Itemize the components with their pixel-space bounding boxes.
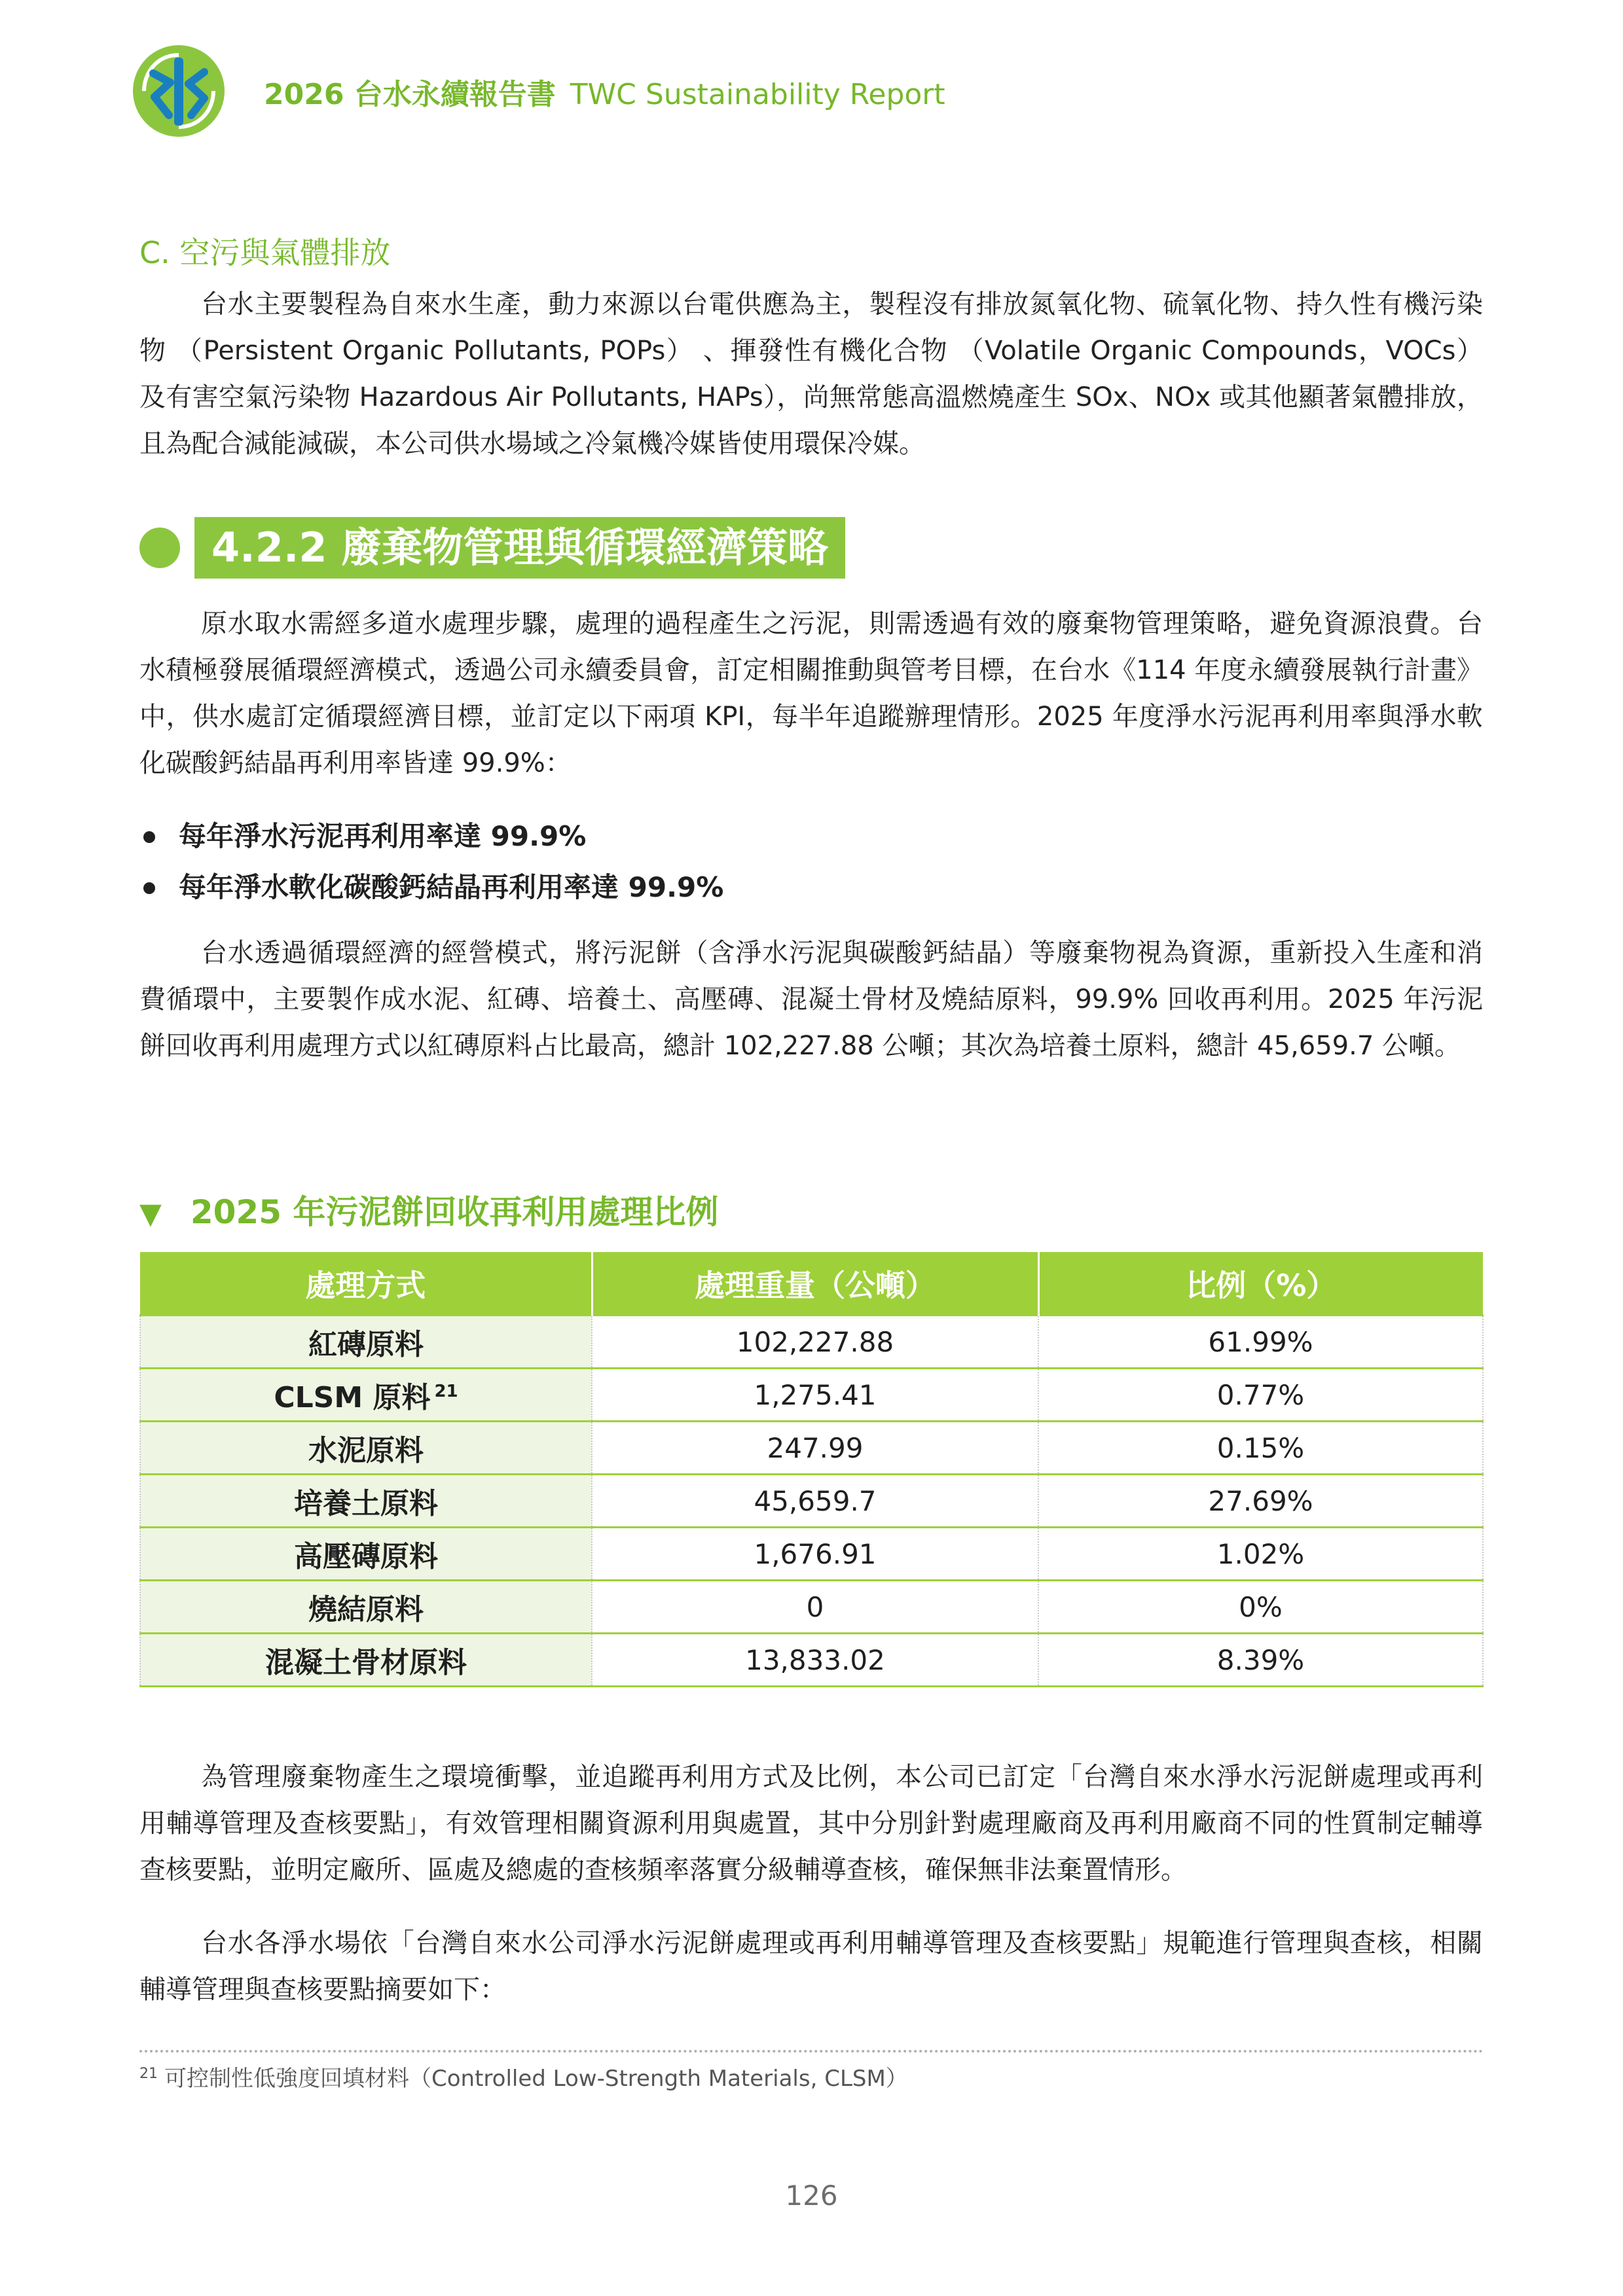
footnote-divider: [139, 2050, 1484, 2053]
triangle-down-icon: ▼: [139, 1197, 162, 1230]
method-label: 燒結原料: [308, 1593, 424, 1626]
cell-weight: 1,676.91: [592, 1528, 1038, 1581]
cell-weight: 0: [592, 1581, 1038, 1634]
cell-method: [140, 1581, 592, 1634]
cell-method: [140, 1528, 592, 1581]
cell-ratio: 1.02%: [1038, 1528, 1483, 1581]
table-title-text: 2025 年污泥餅回收再利用處理比例: [190, 1193, 719, 1231]
cell-ratio: 0%: [1038, 1581, 1483, 1634]
sludge-recycling-table: [139, 1252, 1484, 1687]
cell-ratio: 27.69%: [1038, 1475, 1483, 1528]
column-header-weight: 處理重量（公噸）: [592, 1252, 1038, 1316]
cell-method: [140, 1475, 592, 1528]
method-label: 混凝土骨材原料: [265, 1646, 467, 1679]
report-title-en: TWC Sustainability Report: [570, 78, 945, 111]
kpi-list: [139, 817, 723, 919]
section-422-paragraph-1: 原水取水需經多道水處理步驟，處理的過程產生之污泥，則需透過有效的廢棄物管理策略，避免資源浪費。台水積極發展循環經濟模式，透過公司永續委員會，訂定相關推動與管考目標，在台水《114 年度永續發展執行計畫》中，供水處訂定循環經濟目標，並訂定以下兩項 KPI，每半年追蹤辦理情形。2025 年度淨水污泥再利用率與淨水軟化碳酸鈣結晶再利用率皆達 99.9%：: [139, 609, 1483, 778]
cell-weight: 45,659.7: [592, 1475, 1038, 1528]
kpi-item: [139, 817, 723, 868]
section-c-heading: C. 空污與氣體排放: [139, 235, 391, 270]
table-header-row: [140, 1252, 1483, 1316]
footnote-ref: 21: [434, 1382, 458, 1402]
method-label: 高壓磚原料: [294, 1540, 438, 1573]
method-label: 紅磚原料: [308, 1328, 424, 1361]
kpi-item-text: 每年淨水污泥再利用率達 99.9%: [179, 820, 587, 852]
table-row: [140, 1581, 1483, 1634]
table-row: [140, 1369, 1483, 1422]
section-bullet-circle-icon: [139, 528, 180, 568]
cell-ratio: 0.15%: [1038, 1422, 1483, 1475]
report-title: [264, 71, 945, 113]
footnote-text: 可控制性低強度回填材料（Controlled Low-Strength Materials, CLSM）: [164, 2066, 908, 2092]
method-label: CLSM 原料: [274, 1381, 431, 1414]
closing-paragraph-2: 台水各淨水場依「台灣自來水公司淨水污泥餅處理或再利用輔導管理及查核要點」規範進行管理與查核，相關輔導管理與查核要點摘要如下：: [139, 1928, 1483, 2005]
bullet-dot-icon: [143, 882, 155, 894]
table-title: [139, 1186, 718, 1233]
report-title-zh: 2026 台水永續報告書: [264, 78, 556, 111]
cell-ratio: 0.77%: [1038, 1369, 1483, 1422]
table-row: [140, 1316, 1483, 1369]
page-number: 126: [785, 2179, 838, 2212]
kpi-item-text: 每年淨水軟化碳酸鈣結晶再利用率達 99.9%: [179, 871, 724, 903]
method-label: 培養土原料: [294, 1487, 438, 1520]
closing-paragraph-1: 為管理廢棄物產生之環境衝擊，並追蹤再利用方式及比例，本公司已訂定「台灣自來水淨水污泥餅處理或再利用輔導管理及查核要點」，有效管理相關資源利用與處置，其中分別針對處理廠商及再利用廠商不同的性質制定輔導查核要點，並明定廠所、區處及總處的查核頻率落實分級輔導查核，確保無非法棄置情形。: [139, 1762, 1483, 1885]
bullet-dot-icon: [143, 831, 155, 843]
table-row: [140, 1634, 1483, 1687]
section-422-paragraph-2: 台水透過循環經濟的經營模式，將污泥餅（含淨水污泥與碳酸鈣結晶）等廢棄物視為資源，重新投入生產和消費循環中，主要製作成水泥、紅磚、培養土、高壓磚、混凝土骨材及燒結原料，99.9% 回收再利用。2025 年污泥餅回收再利用處理方式以紅磚原料占比最高，總計 102,227.88 公噸；其次為培養土原料，總計 45,659.7 公噸。: [139, 938, 1483, 1061]
cell-method: [140, 1316, 592, 1369]
section-422-heading: 4.2.2 廢棄物管理與循環經濟策略: [194, 517, 845, 579]
kpi-item: [139, 868, 723, 919]
table-row: [140, 1422, 1483, 1475]
section-c-paragraph: 台水主要製程為自來水生產，動力來源以台電供應為主，製程沒有排放氮氧化物、硫氧化物、持久性有機污染物 （Persistent Organic Pollutants, POPs） 、揮發性有機化合物 （Volatile Organic Compounds，VOCs）及有害空氣污染物 Hazardous Air Pollutants, HAPs），尚無常態高溫燃燒產生 SOx、NOx 或其他顯著氣體排放，且為配合減能減碳，本公司供水場域之冷氣機冷媒皆使用環保冷媒。: [139, 289, 1483, 459]
cell-weight: 102,227.88: [592, 1316, 1038, 1369]
column-header-method: 處理方式: [140, 1252, 592, 1316]
cell-ratio: 61.99%: [1038, 1316, 1483, 1369]
cell-ratio: 8.39%: [1038, 1634, 1483, 1687]
cell-weight: 13,833.02: [592, 1634, 1038, 1687]
cell-method: [140, 1369, 592, 1422]
cell-weight: 1,275.41: [592, 1369, 1038, 1422]
table-row: [140, 1475, 1483, 1528]
cell-weight: 247.99: [592, 1422, 1038, 1475]
footnote: [139, 2060, 908, 2092]
column-header-ratio: 比例（%）: [1038, 1252, 1483, 1316]
cell-method: [140, 1422, 592, 1475]
cell-method: [140, 1634, 592, 1687]
method-label: 水泥原料: [308, 1434, 424, 1467]
footnote-number: 21: [139, 2065, 158, 2082]
twc-logo-icon: [131, 43, 227, 139]
table-row: [140, 1528, 1483, 1581]
